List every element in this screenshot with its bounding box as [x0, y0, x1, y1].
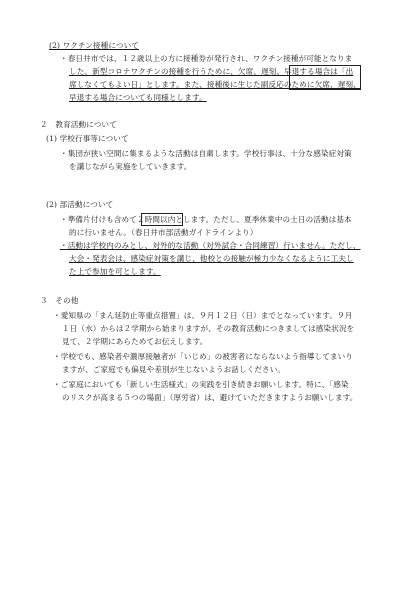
subsection-heading-school-events: (1) 学校行事等について: [46, 134, 129, 143]
paragraph-line: ・春日井市では、１２歳以上の方に接種券が発行され、ワクチン接種が可能となりま: [60, 54, 353, 63]
paragraph-line: ・集団が狭い空間に集まるような活動は自粛します。学校行事は、十分な感染症対策: [60, 149, 352, 158]
section-heading-other: ３ その他: [40, 296, 79, 305]
paragraph-line: 大会・発表会は、感染症対策を講じ、他校との接触が極力少なくなるように工夫し: [69, 254, 354, 263]
paragraph-line: 見て、２学期にあらためてお伝えします。: [62, 337, 208, 346]
paragraph-line: ・愛知県の「まん延防止等重点措置」は、９月１２日（日）までとなっています。９月: [53, 311, 353, 320]
section-heading-education: ２ 教育活動について: [40, 120, 117, 129]
paragraph-line: を講じながら実施をしていきます。: [69, 162, 192, 171]
section-heading-vaccination: (2) ワクチン接種について: [49, 41, 139, 50]
paragraph-line: １日（水）からは２学期から始まりますが、その教育活動につきましては感染状況を: [62, 324, 355, 333]
paragraph-line: のリスクが高まる５つの場面」（厚労省）は、避けていただきますようお願いします。: [62, 393, 358, 402]
underlined-text: した。新型コロナワクチンの接種を行うために、欠席、遅刻、早退する場合は「出: [69, 67, 354, 76]
paragraph-line: 早退する場合についても同様とします。: [69, 93, 207, 102]
paragraph-line: ・ご家庭においても「新しい生活様式」の実践を引き続きお願いします。特に、「感染: [53, 380, 349, 389]
subsection-heading-club-activities: (2) 部活動について: [46, 200, 114, 209]
paragraph-line: ・活動は学校内のみとし、対外的な活動（対外試合・合同練習）行いません。ただし、: [60, 241, 361, 250]
paragraph-line: た上で参加を可とします。: [69, 267, 161, 276]
paragraph-line: 席しなくてもよい日」とします。また、接種後に生じた副反応のために欠席、遅刻、: [69, 80, 361, 89]
paragraph-line: ・準備片付けも含めて２時間以内とします。ただし、夏季休業中の土日の活動は基本: [60, 215, 352, 224]
paragraph-line: ますが、ご家庭でも偏見や差別が生じないようお話しください。: [62, 365, 286, 374]
paragraph-line: ・学校でも、感染者や濃厚接触者が「いじめ」の被害者にならないよう指導してまいり: [53, 352, 354, 361]
highlight-box: [141, 213, 183, 226]
paragraph-line: 的に行いません。（春日井市部活動ガイドラインより）: [69, 228, 258, 237]
highlight-box: [289, 65, 361, 90]
